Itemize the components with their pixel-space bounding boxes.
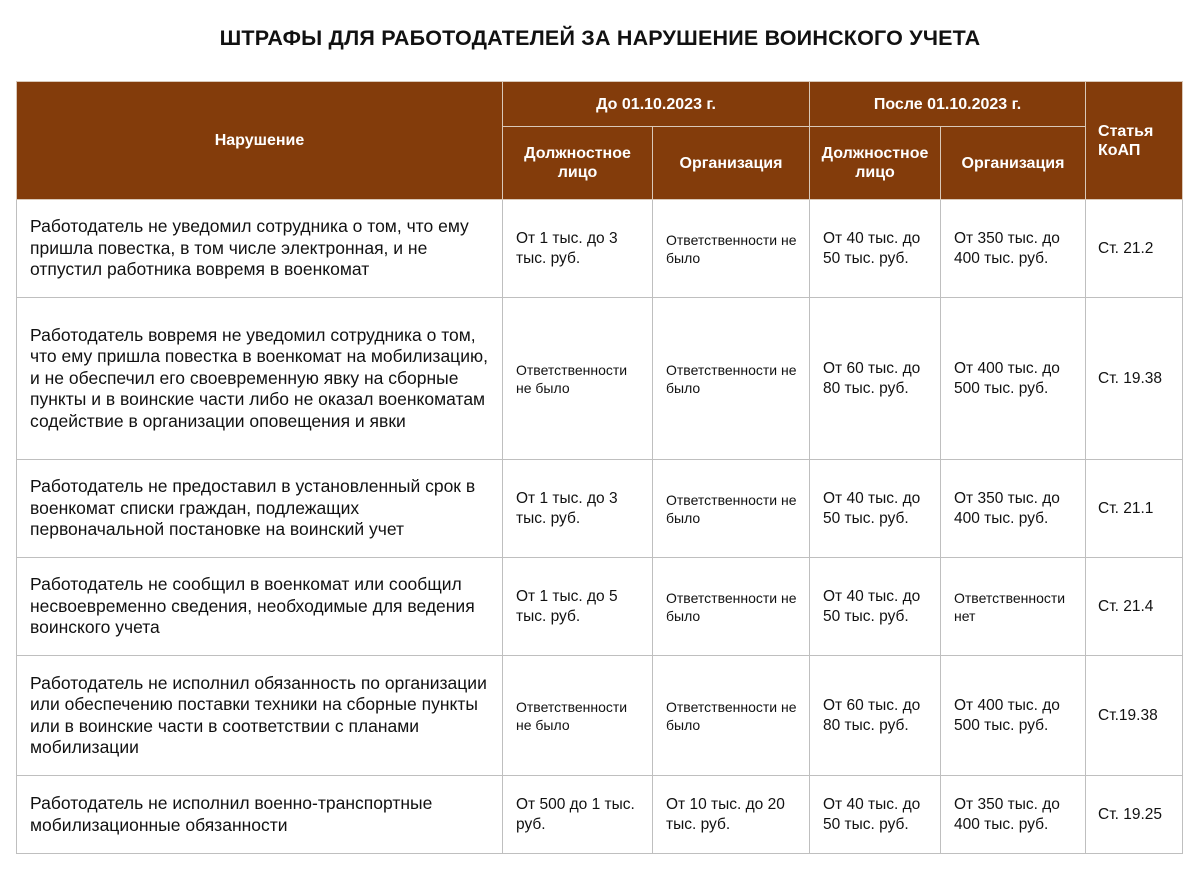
after-official-cell: От 40 тыс. до 50 тыс. руб. [810,776,941,854]
before-org-cell: Ответственности не было [653,460,810,558]
table-row [17,298,1183,460]
header-before-official: Должностное лицо [503,127,653,200]
article-cell: Ст. 19.25 [1086,776,1183,854]
before-org-cell: Ответственности не было [653,558,810,656]
before-official-cell: От 1 тыс. до 5 тыс. руб. [503,558,653,656]
before-org-cell: Ответственности не было [653,200,810,298]
table-row [17,558,1183,656]
after-org-cell: От 350 тыс. до 400 тыс. руб. [941,776,1086,854]
header-violation: Нарушение [17,82,503,200]
table-row [17,460,1183,558]
after-official-cell: От 40 тыс. до 50 тыс. руб. [810,558,941,656]
header-after-organization: Организация [941,127,1086,200]
article-cell: Ст. 21.1 [1086,460,1183,558]
after-official-cell: От 40 тыс. до 50 тыс. руб. [810,460,941,558]
fines-table [16,81,1183,854]
violation-cell: Работодатель не уведомил сотрудника о том, что ему пришла повестка, в том числе электронная, и не отпустил работника вовремя в военкомат [17,200,503,298]
violation-cell: Работодатель вовремя не уведомил сотрудника о том, что ему пришла повестка в военкомат на мобилизацию, и не обеспечил его своевременную явку на сборные пункты и в воинские части либо не оказал военкоматам содействие в организации оповещения и явки [17,298,503,460]
header-after-official: Должностное лицо [810,127,941,200]
after-org-cell: От 400 тыс. до 500 тыс. руб. [941,656,1086,776]
header-before-organization: Организация [653,127,810,200]
article-cell: Ст.19.38 [1086,656,1183,776]
table-row [17,776,1183,854]
after-org-cell: От 400 тыс. до 500 тыс. руб. [941,298,1086,460]
after-org-cell: От 350 тыс. до 400 тыс. руб. [941,460,1086,558]
header-before: До 01.10.2023 г. [503,82,810,127]
before-official-cell: От 500 до 1 тыс. руб. [503,776,653,854]
after-official-cell: От 60 тыс. до 80 тыс. руб. [810,656,941,776]
before-org-cell: Ответственности не было [653,656,810,776]
violation-cell: Работодатель не предоставил в установленный срок в военкомат списки граждан, подлежащих первоначальной постановке на воинский учет [17,460,503,558]
violation-cell: Работодатель не сообщил в военкомат или сообщил несвоевременно сведения, необходимые для ведения воинского учета [17,558,503,656]
table-row [17,200,1183,298]
table-header [17,82,1183,200]
after-official-cell: От 40 тыс. до 50 тыс. руб. [810,200,941,298]
page-title: ШТРАФЫ ДЛЯ РАБОТОДАТЕЛЕЙ ЗА НАРУШЕНИЕ ВОИНСКОГО УЧЕТА [219,26,981,50]
after-org-cell: От 350 тыс. до 400 тыс. руб. [941,200,1086,298]
header-article: Статья КоАП [1086,82,1183,200]
article-cell: Ст. 21.4 [1086,558,1183,656]
violation-cell: Работодатель не исполнил обязанность по организации или обеспечению поставки техники на сборные пункты или в воинские части в соответствии с планами мобилизации [17,656,503,776]
after-org-cell: Ответственности нет [941,558,1086,656]
violation-cell: Работодатель не исполнил военно-транспортные мобилизационные обязанности [17,776,503,854]
article-cell: Ст. 19.38 [1086,298,1183,460]
article-cell: Ст. 21.2 [1086,200,1183,298]
before-org-cell: От 10 тыс. до 20 тыс. руб. [653,776,810,854]
before-official-cell: Ответственности не было [503,298,653,460]
header-after: После 01.10.2023 г. [810,82,1086,127]
before-official-cell: От 1 тыс. до 3 тыс. руб. [503,460,653,558]
table-row [17,656,1183,776]
before-org-cell: Ответственности не было [653,298,810,460]
before-official-cell: От 1 тыс. до 3 тыс. руб. [503,200,653,298]
before-official-cell: Ответственности не было [503,656,653,776]
after-official-cell: От 60 тыс. до 80 тыс. руб. [810,298,941,460]
